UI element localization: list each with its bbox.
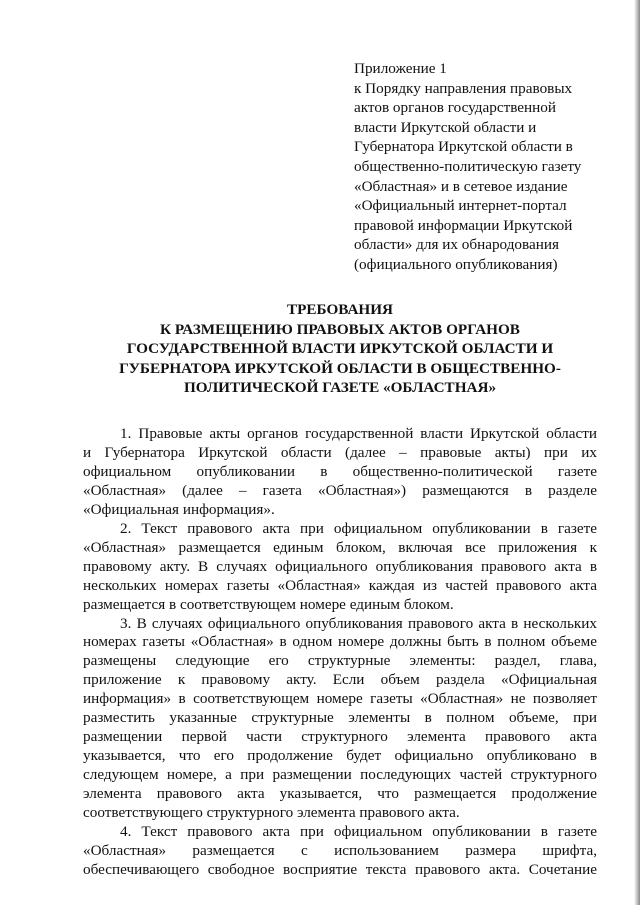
text-line: 4. Текст правового акта при официальном опубликовании в газете — [120, 823, 597, 841]
appendix-note — [354, 59, 624, 275]
text-line: официальном опубликовании в общественно-политической газете — [83, 462, 597, 480]
paragraph-3 — [83, 615, 597, 823]
appendix-line: Приложение 1 — [354, 60, 447, 77]
text-line: 2. Текст правового акта при официальном опубликовании в газете — [120, 519, 597, 537]
title-line: ГОСУДАРСТВЕННОЙ ВЛАСТИ ИРКУТСКОЙ ОБЛАСТИ И — [126, 340, 554, 357]
appendix-line: Губернатора Иркутской области в — [354, 138, 573, 156]
title-line: ТРЕБОВАНИЯ — [286, 301, 394, 318]
appendix-line: области» для их обнародования — [354, 236, 559, 254]
appendix-line: к Порядку направления правовых — [354, 79, 573, 97]
text-line: «Областная» (далее – газета «Областная») размещаются в разделе — [83, 481, 597, 499]
text-line: размещены следующие его структурные элементы: раздел, глава, — [83, 652, 597, 670]
text-line: приложение к правовому акту. Если объем раздела «Официальная — [83, 671, 597, 689]
scan-edge-shadow — [634, 0, 640, 905]
paragraph-2 — [83, 520, 597, 615]
text-line: следующем номере, а при размещении последующих частей структурного — [83, 766, 597, 784]
text-line: 3. В случаях официального опубликования правового акта в нескольких — [120, 614, 597, 632]
appendix-line: общественно-политическую газету — [354, 157, 582, 175]
text-line: обеспечивающего свободное восприятие текста правового акта. Сочетание — [83, 860, 597, 878]
title-line: К РАЗМЕЩЕНИЮ ПРАВОВЫХ АКТОВ ОРГАНОВ — [160, 320, 520, 338]
text-line: информация» в соответствующем номере газеты «Областная» не позволяет — [83, 690, 597, 708]
text-line: «Областная» размещается с использованием размера шрифта, — [83, 841, 597, 859]
document-body — [83, 425, 597, 880]
text-line: размещении первой части структурного элемента правового акта — [83, 728, 597, 746]
appendix-line: «Официальный интернет-портал — [354, 197, 567, 215]
appendix-line: актов органов государственной — [354, 99, 557, 117]
appendix-line: «Областная» и в сетевое издание — [354, 177, 568, 195]
document-title — [60, 300, 620, 398]
paragraph-4 — [83, 823, 597, 880]
text-line: номерах газеты «Областная» в одном номере должны быть в полном объеме — [83, 633, 597, 651]
text-line: указывается, что его продолжение будет официально опубликовано в — [83, 747, 597, 765]
text-line: разместить указанные структурные элементы в полном объеме, при — [83, 709, 597, 727]
title-line: ГУБЕРНАТОРА ИРКУТСКОЙ ОБЛАСТИ В ОБЩЕСТВЕННО- — [119, 359, 561, 377]
text-line: размещается в соответствующем номере единым блоком. — [83, 595, 454, 613]
text-line: «Областная» размещается единым блоком, включая все приложения к — [83, 538, 597, 556]
appendix-line: правовой информации Иркутской — [354, 216, 573, 234]
text-line: соответствующего структурного элемента правового акта. — [83, 804, 460, 822]
text-line: 1. Правовые акты органов государственной власти Иркутской области — [120, 425, 597, 442]
appendix-line: (официального опубликования) — [354, 255, 558, 273]
text-line: элемента правового акта указывается, что размещается продолжение — [83, 785, 597, 803]
text-line: нескольких номерах газеты «Областная» каждая из частей правового акта — [83, 576, 597, 594]
text-line: «Официальная информация». — [83, 500, 275, 518]
paragraph-1 — [83, 425, 597, 520]
text-line: правовому акту. В случаях официального опубликования правового акта в — [83, 557, 597, 575]
title-line: ПОЛИТИЧЕСКОЙ ГАЗЕТЕ «ОБЛАСТНАЯ» — [183, 379, 497, 396]
appendix-line: власти Иркутской области и — [354, 118, 537, 136]
text-line: и Губернатора Иркутской области (далее – правовые акты) при их — [83, 443, 597, 461]
